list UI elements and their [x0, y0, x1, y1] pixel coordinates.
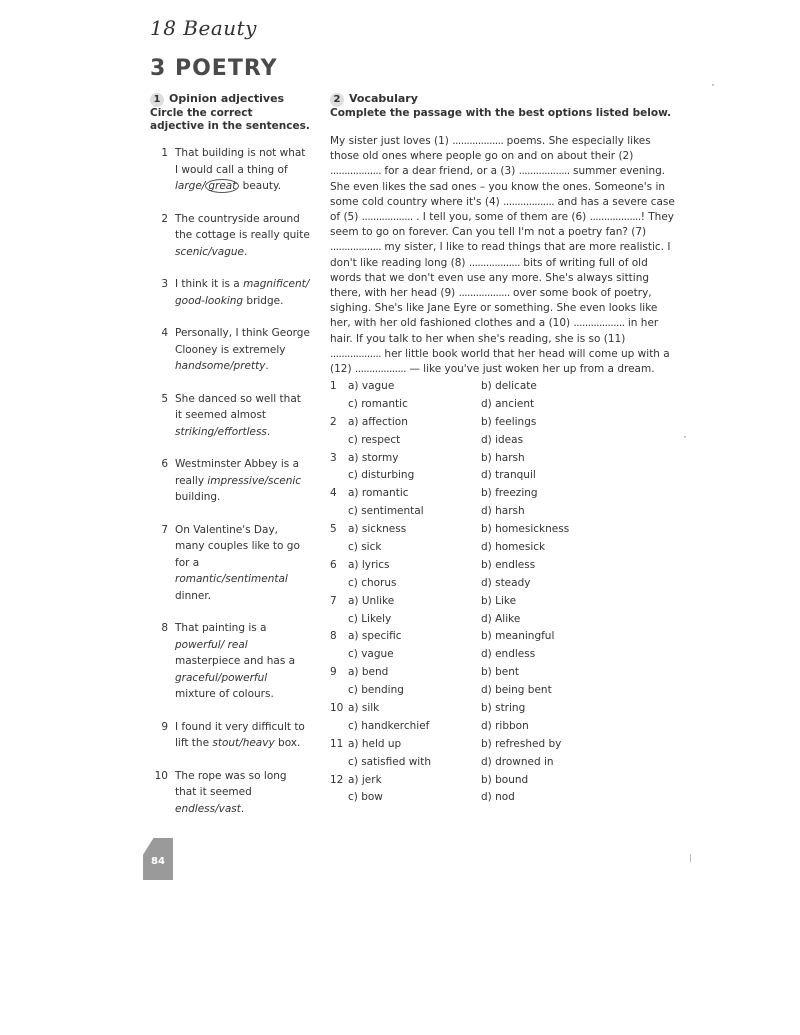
option-row [330, 557, 630, 575]
option-right: b) feelings [481, 415, 537, 428]
option-right: b) delicate [481, 380, 537, 392]
option-right: d) ancient [481, 397, 535, 410]
option-right: b) bent [481, 666, 519, 679]
option-row [330, 396, 630, 414]
vocabulary-passage: My sister just loves (1) .................. poems. She especially likes those old ones where people go on and on about their (2) .................. for a dear friend, or a (3) .................. summer evening. She even likes the sad ones – you know the ones. Someone's in some cold country where it's (4) .................. and has a severe case of (5) .................. . I tell you, some of them are (6) ..................! They seem to go on forever. Can you tell I'm not a poetry fan? (7) .................. my sister, I like to read things that are more realistic. I don't like reading long (8) .................. bits of writing full of old words that we don't even use any more. She's always sitting there, with her head (9) .................. over some book of poetry, sighing. She's like Jane Eyre or something. She even looks like her, with her old fashioned clothes and a (10) .................. in her hair. If you talk to her when she's reading, she is so (11) .................. her little book world that her head will come up with a (12) .................. — like you've just woken her up from a dream. [330, 135, 675, 376]
option-number: 3 [330, 451, 337, 464]
exercise-item [150, 522, 310, 605]
option-left: a) lyrics [348, 558, 390, 571]
answer-gap: .................. [468, 256, 520, 269]
option-number [330, 396, 348, 414]
exercise-item [150, 145, 310, 195]
option-right: d) Alike [481, 612, 521, 625]
option-row [330, 450, 630, 468]
choice-options: graceful/powerful [175, 671, 268, 684]
option-left: c) handkerchief [348, 719, 430, 732]
option-left: c) respect [348, 433, 401, 446]
option-left: a) vague [348, 380, 395, 392]
option-row [330, 467, 630, 485]
exercise-item [150, 456, 310, 506]
answer-gap: .................. [503, 195, 555, 208]
page-number: 84 [151, 856, 165, 867]
option-left: c) Likely [348, 612, 392, 625]
choice-options: handsome/pretty [175, 360, 266, 372]
option-right: d) being bent [481, 684, 552, 697]
option-number: 6 [330, 558, 337, 571]
option-left: a) bend [348, 666, 389, 679]
choice-options: large/ [175, 180, 206, 192]
option-number [330, 754, 348, 772]
option-row [330, 700, 630, 718]
option-number: 1 [330, 380, 337, 392]
option-left: a) specific [348, 630, 402, 643]
option-right: b) Like [481, 594, 517, 607]
answer-gap: .................. [458, 287, 510, 300]
section1-title: Opinion adjectives [169, 92, 285, 105]
section2-instruction: Complete the passage with the best options listed below. [330, 107, 672, 119]
choice-options: impressive/scenic [207, 474, 302, 487]
option-left: c) disturbing [348, 469, 415, 482]
item-number: 9 [161, 720, 168, 733]
option-right: d) harsh [481, 505, 525, 518]
option-number [330, 467, 348, 485]
exercise-item [150, 719, 310, 752]
item-text: That painting is a powerful/ real masterpiece and has a graceful/powerful mixture of colours. [175, 622, 296, 700]
option-left: c) bending [348, 684, 404, 697]
exercise-item [150, 391, 310, 441]
option-row [330, 414, 630, 432]
answer-gap: .................. [354, 363, 406, 376]
option-row [330, 682, 630, 700]
choice-options: powerful/ real [175, 638, 248, 651]
option-left: a) stormy [348, 451, 399, 464]
answer-gap: .................. [361, 211, 413, 224]
option-left: a) jerk [348, 773, 382, 786]
option-left: c) sick [348, 541, 382, 554]
item-text: On Valentine's Day, many couples like to go for a romantic/sentimental dinner. [175, 523, 300, 602]
option-number: 12 [330, 773, 344, 786]
section2-number-badge: 2 [330, 93, 344, 107]
option-row [330, 789, 630, 807]
option-right: b) meaningful [481, 630, 555, 643]
option-row [330, 646, 630, 664]
item-text: She danced so well that it seemed almost striking/effortless. [175, 392, 301, 438]
option-left: a) sickness [348, 523, 407, 536]
option-number [330, 503, 348, 521]
unit-title: 3 POETRY [150, 56, 278, 81]
option-left: a) held up [348, 737, 402, 750]
section1-item-list [150, 145, 310, 817]
option-right: d) tranquil [481, 469, 536, 482]
option-right: d) ribbon [481, 719, 529, 732]
exercise-item [150, 211, 310, 261]
option-right: b) homesickness [481, 523, 570, 536]
item-text: Personally, I think George Clooney is extremely handsome/pretty. [175, 327, 310, 372]
option-number: 10 [330, 702, 344, 715]
section-opinion-adjectives [150, 92, 310, 817]
item-text: I think it is a magnificent/ good-looking bridge. [175, 278, 310, 307]
option-row [330, 754, 630, 772]
item-number: 8 [161, 622, 168, 634]
option-number: 5 [330, 523, 337, 536]
choice-options: striking/effortless [175, 425, 267, 438]
item-text: The countryside around the cottage is really quite scenic/vague. [175, 212, 310, 258]
option-row [330, 628, 630, 646]
option-right: b) harsh [481, 451, 525, 464]
handwritten-title: 18 Beauty [150, 16, 257, 40]
choice-options: scenic/vague [175, 245, 245, 258]
section-vocabulary [330, 92, 675, 377]
section1-number-badge: 1 [150, 93, 164, 107]
options-list [330, 378, 630, 807]
option-number: 4 [330, 487, 337, 500]
option-right: b) bound [481, 773, 529, 786]
option-row [330, 664, 630, 682]
exercise-item [150, 276, 310, 309]
item-number: 4 [161, 327, 168, 339]
option-right: d) ideas [481, 433, 524, 446]
choice-options: magnificent/ good-looking [175, 278, 310, 307]
option-number [330, 718, 348, 736]
exercise-item [150, 325, 310, 375]
option-right: b) freezing [481, 487, 538, 500]
option-left: c) vague [348, 648, 394, 661]
option-right: d) homesick [481, 541, 546, 554]
item-text: Westminster Abbey is a really impressive/scenic building. [175, 458, 302, 503]
choice-options: romantic/sentimental [175, 573, 288, 585]
option-number [330, 646, 348, 664]
option-row [330, 378, 630, 396]
option-row [330, 593, 630, 611]
option-right: b) refreshed by [481, 737, 562, 750]
answer-gap: .................. [330, 347, 382, 360]
option-number [330, 611, 348, 629]
item-number: 10 [154, 769, 168, 782]
option-row [330, 575, 630, 593]
option-left: a) Unlike [348, 594, 395, 607]
option-left: c) romantic [348, 397, 408, 410]
option-number [330, 682, 348, 700]
option-row [330, 772, 630, 790]
circled-answer: great [205, 179, 239, 193]
option-row [330, 503, 630, 521]
answer-gap: .................. [518, 165, 570, 178]
scan-speck [690, 854, 691, 862]
option-left: a) romantic [348, 487, 409, 500]
option-row [330, 611, 630, 629]
option-right: b) endless [481, 558, 536, 571]
choice-options: endless/vast [175, 802, 241, 815]
item-number: 1 [161, 147, 168, 159]
option-right: d) drowned in [481, 755, 554, 768]
section1-heading [150, 92, 310, 107]
option-right: b) string [481, 702, 526, 715]
option-left: c) satisfied with [348, 755, 431, 768]
option-number: 7 [330, 594, 337, 607]
answer-gap: .................. [589, 211, 641, 224]
option-number [330, 539, 348, 557]
answer-gap: .................. [452, 135, 504, 147]
section2-heading [330, 92, 675, 107]
option-row [330, 521, 630, 539]
item-number: 5 [161, 392, 168, 405]
option-row [330, 736, 630, 754]
option-right: d) endless [481, 648, 536, 661]
exercise-item [150, 620, 310, 703]
option-row [330, 485, 630, 503]
item-number: 6 [161, 458, 168, 470]
section2-title: Vocabulary [349, 92, 418, 105]
scan-speck [712, 84, 714, 86]
option-number [330, 575, 348, 593]
option-row [330, 432, 630, 450]
option-row [330, 718, 630, 736]
scan-speck [684, 436, 686, 438]
option-left: c) sentimental [348, 505, 424, 518]
option-number [330, 432, 348, 450]
answer-gap: .................. [330, 241, 382, 254]
option-left: c) bow [348, 791, 383, 804]
exercise-item [150, 768, 310, 818]
option-number: 9 [330, 666, 337, 679]
answer-gap: .................. [330, 165, 382, 178]
item-number: 3 [161, 278, 168, 290]
option-left: a) silk [348, 702, 380, 715]
item-text: I found it very difficult to lift the stout/heavy box. [175, 720, 305, 749]
option-number: 2 [330, 415, 337, 428]
option-right: d) steady [481, 576, 531, 589]
choice-options: stout/heavy [212, 737, 275, 749]
answer-gap: .................. [573, 317, 625, 330]
option-left: a) affection [348, 415, 408, 428]
item-text: The rope was so long that it seemed endless/vast. [175, 769, 287, 815]
item-number: 2 [161, 212, 168, 225]
option-number [330, 789, 348, 807]
option-number: 11 [330, 737, 344, 750]
option-left: c) chorus [348, 576, 397, 589]
option-number: 8 [330, 630, 337, 643]
item-text: That building is not what I would call a thing of large/ great beauty. [175, 147, 306, 192]
section1-instruction: Circle the correct adjective in the sentences. [150, 107, 310, 132]
item-number: 7 [161, 523, 168, 536]
option-row [330, 539, 630, 557]
option-right: d) nod [481, 791, 515, 804]
